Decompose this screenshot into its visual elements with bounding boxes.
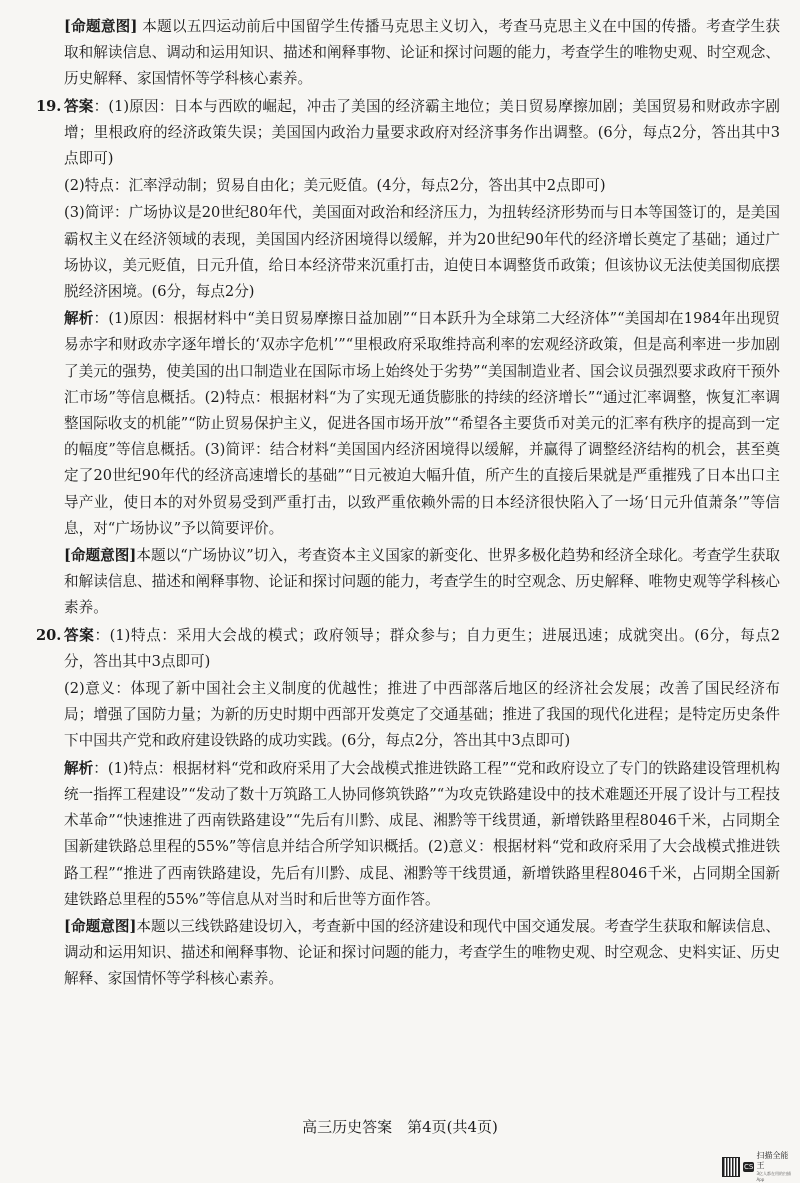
answer-part-3: (3)简评：广场协议是20世纪80年代，美国面对政治和经济压力，为扭转经济形势而与日本等国签订的，是美国霸权主义在经济领域的表现，美国国内经济困境得以缓解，并为20世纪90年代的经济增长奠定了基础；通过广场协议，美元贬值，日元升值，给日本经济带来沉重打击，迫使日本调整货币政策；但该协议无法使美国彻底摆脱经济困境。(6分，每点2分) (64, 204, 780, 301)
answer-label: 答案 (64, 97, 94, 115)
badge-name: 扫描全能王 (756, 1151, 789, 1170)
question-number: 20. (36, 626, 62, 644)
qr-code-icon (722, 1157, 740, 1177)
intent-label: [命题意图] (64, 917, 137, 935)
camscanner-logo-icon: CS (744, 1163, 754, 1171)
intent-text: 本题以五四运动前后中国留学生传播马克思主义切入，考查马克思主义在中国的传播。考查学生获取和解读信息、调动和运用知识、描述和阐释事物、论证和探讨问题的能力，考查学生的唯物史观、时空观念、历史解释、家国情怀等学科核心素养。 (64, 18, 781, 88)
badge-text (756, 1151, 794, 1183)
scanner-watermark (722, 1151, 794, 1182)
question-intent (64, 914, 780, 993)
top-intent (64, 14, 780, 93)
answer-part-2: (2)特点：汇率浮动制；贸易自由化；美元贬值。(4分，每点2分，答出其中2点即可) (64, 177, 606, 195)
analysis (64, 306, 780, 542)
answer-text: ：(1)特点：采用大会战的模式；政府领导；群众参与；自力更生；进展迅速；成就突出。(6分，每点2分，答出其中3点即可) (64, 626, 780, 670)
answer-part-1 (64, 623, 780, 675)
analysis-text: ：(1)原因：根据材料中“美日贸易摩擦日益加剧”“日本跃升为全球第二大经济体”“美国却在1984年出现贸易赤字和财政赤字逐年增长的‘双赤字危机’”“里根政府采取维持高利率的宏观经济政策，但是高利率进一步加剧了美元的强势，使美国的出口制造业在国际市场上始终处于劣势”“美国制造业者、国会议员强烈要求政府干预外汇市场”等信息概括。(2)特点：根据材料“为了实现无通货膨胀的持续的经济增长”“通过汇率调整，恢复汇率调整国际收支的机能”“防止贸易保护主义，促进各国市场开放”“希望各主要货币对美元的汇率有秩序的提高到一定的幅度”等信息概括。(3)简评：结合材料“美国国内经济困境得以缓解，并赢得了调整经济结构的机会，甚至奠定了20世纪90年代的经济高速增长的基础”“日元被迫大幅升值，所产生的直接后果就是严重摧残了日本出口主导产业，使日本的对外贸易受到严重打击，以致严重依赖外需的日本经济很快陷入了一场‘日元升值萧条’”等信息，对“广场协议”予以简要评价。 (64, 310, 780, 537)
analysis-text: ：(1)特点：根据材料“党和政府采用了大会战模式推进铁路工程”“党和政府设立了专门的铁路建设管理机构统一指挥工程建设”“发动了数十万筑路工人协同修筑铁路”“为攻克铁路建设中的技术难题还开展了设计与工程技术革命”“快速推进了西南铁路建设”“先后有川黔、成昆、湘黔等干线贯通，新增铁路里程8046千米，占同期全国新建铁路总里程的55%”等信息并结合所学知识概括。(2)意义：根据材料“党和政府采用了大会战模式推进铁路工程”“推进了西南铁路建设，先后有川黔、成昆、湘黔等干线贯通，新增铁路里程8046千米，占同期全国新建铁路总里程的55%”等信息从对当时和后世等方面作答。 (64, 759, 780, 908)
intent-text: 本题以“广场协议”切入，考查资本主义国家的新变化、世界多极化趋势和经济全球化。考查学生获取和解读信息、描述和阐释事物、论证和探讨问题的能力，考查学生的时空观念、历史解释、唯物史观等学科核心素养。 (64, 547, 780, 617)
question-19 (36, 94, 780, 622)
answer-part-2: (2)意义：体现了新中国社会主义制度的优越性；推进了中西部落后地区的经济社会发展；改善了国民经济布局；增强了国防力量；为新的历史时期中西部开发奠定了交通基础；推进了我国的现代化进程；是特定历史条件下中国共产党和政府建设铁路的成功实践。(6分，每点2分，答出其中3点即可) (64, 680, 780, 750)
answer-part-1 (64, 94, 780, 173)
badge-tagline: 3亿人都在用的扫描App (756, 1171, 792, 1182)
question-20 (36, 623, 780, 993)
page-footer: 高三历史答案 第4页(共4页) (302, 1118, 498, 1136)
intent-label: [命题意图] (64, 18, 138, 35)
analysis-label: 解析 (64, 759, 94, 777)
intent-text: 本题以三线铁路建设切入，考查新中国的经济建设和现代中国交通发展。考查学生获取和解读信息、调动和运用知识、描述和阐释事物、论证和探讨问题的能力，考查学生的唯物史观、时空观念、史料实证、历史解释、家国情怀等学科核心素养。 (64, 917, 780, 988)
answer-label: 答案 (64, 626, 95, 644)
analysis-label: 解析 (64, 310, 94, 328)
answer-text: ：(1)原因：日本与西欧的崛起，冲击了美国的经济霸主地位；美日贸易摩擦加剧；美国贸易和财政赤字剧增；里根政府的经济政策失误；美国国内政治力量要求政府对经济事务作出调整。(6分，每点2分，答出其中3点即可) (64, 97, 780, 168)
answer-page (36, 14, 781, 994)
question-intent (64, 543, 780, 622)
analysis (64, 756, 780, 913)
question-number: 19. (36, 97, 62, 115)
intent-label: [命题意图] (64, 547, 137, 565)
